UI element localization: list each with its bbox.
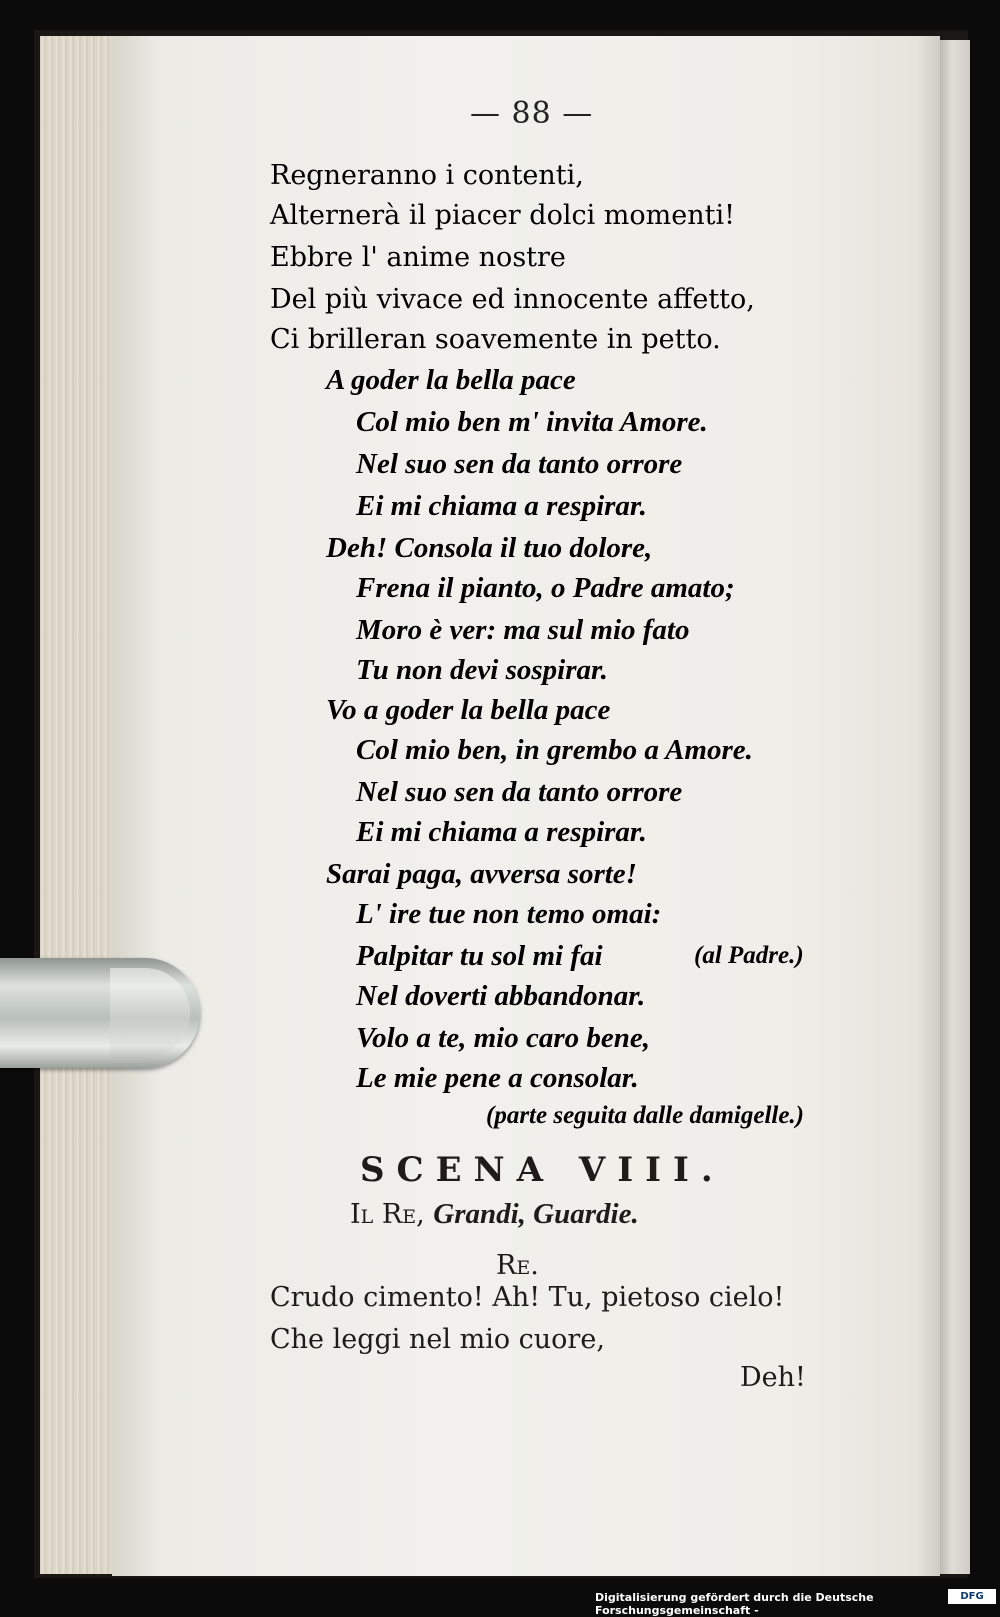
speaker-name: Re. bbox=[496, 1250, 539, 1281]
digitization-credit: Digitalisierung gefördert durch die Deutsche Forschungsgemeinschaft - bbox=[595, 1591, 874, 1617]
aria-line: L' ire tue non temo omai: bbox=[356, 898, 662, 930]
dfg-logo: DFG bbox=[948, 1589, 996, 1604]
speech-line: Crudo cimento! Ah! Tu, pietoso cielo! bbox=[270, 1282, 785, 1313]
aria-line: Le mie pene a consolar. bbox=[356, 1062, 639, 1094]
stage-direction: (parte seguita dalle damigelle.) bbox=[486, 1102, 805, 1129]
scene-cast bbox=[350, 1198, 639, 1231]
aria-line: Nel suo sen da tanto orrore bbox=[356, 448, 683, 480]
aria-line: Col mio ben m' invita Amore. bbox=[356, 406, 708, 438]
verse-line: Regneranno i contenti, bbox=[270, 160, 584, 191]
facing-page-edge bbox=[940, 40, 970, 1574]
verse-line: Ci brilleran soavemente in petto. bbox=[270, 324, 721, 355]
verse-line: Ebbre l' anime nostre bbox=[270, 242, 566, 273]
page-number: — 88 — bbox=[470, 96, 594, 131]
aria-line: Moro è ver: ma sul mio fato bbox=[356, 614, 690, 646]
aria-line: Palpitar tu sol mi fai bbox=[356, 940, 603, 972]
aria-line: Ei mi chiama a respirar. bbox=[356, 816, 647, 848]
cast-king: Il Re, bbox=[350, 1199, 425, 1230]
aria-line: Nel suo sen da tanto orrore bbox=[356, 776, 683, 808]
verse-line: Alternerà il piacer dolci momenti! bbox=[270, 200, 735, 231]
book-clip bbox=[0, 958, 200, 1068]
aria-line: Nel doverti abbandonar. bbox=[356, 980, 646, 1012]
speech-line: Che leggi nel mio cuore, bbox=[270, 1324, 605, 1355]
aria-line: Frena il pianto, o Padre amato; bbox=[356, 572, 735, 604]
catchword: Deh! bbox=[740, 1362, 806, 1393]
scene-heading: SCENA VIII. bbox=[360, 1150, 725, 1190]
aria-line: Deh! Consola il tuo dolore, bbox=[326, 532, 653, 564]
aria-line: Sarai paga, avversa sorte! bbox=[326, 858, 637, 890]
stage-direction: (al Padre.) bbox=[694, 942, 804, 969]
aria-line: Vo a goder la bella pace bbox=[326, 694, 611, 726]
aria-line: A goder la bella pace bbox=[326, 364, 576, 396]
aria-line: Volo a te, mio caro bene, bbox=[356, 1022, 651, 1054]
aria-line: Tu non devi sospirar. bbox=[356, 654, 608, 686]
verse-line: Del più vivace ed innocente affetto, bbox=[270, 284, 755, 315]
aria-line: Col mio ben, in grembo a Amore. bbox=[356, 734, 753, 766]
aria-line: Ei mi chiama a respirar. bbox=[356, 490, 647, 522]
cast-others: Grandi, Guardie. bbox=[433, 1198, 639, 1230]
